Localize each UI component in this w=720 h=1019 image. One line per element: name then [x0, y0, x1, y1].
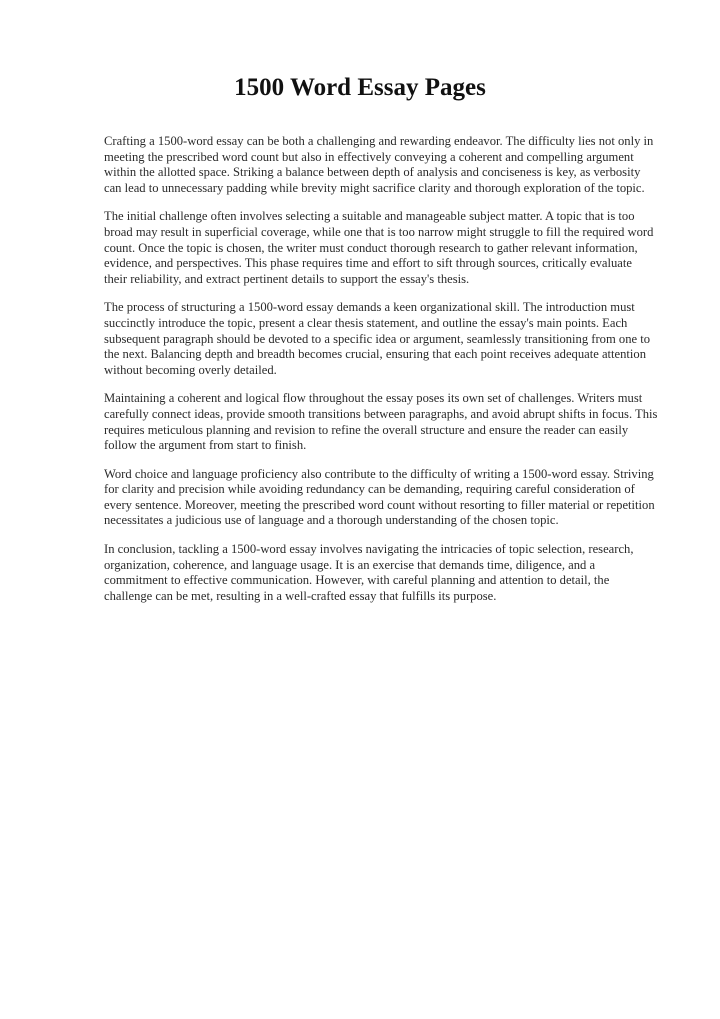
paragraph-5: Word choice and language proficiency also contribute to the difficulty of writing a 1500-word essay. Striving for clarity and precision while avoiding redundancy can be demanding, requiring careful consideration of every sentence. Moreover, meeting the prescribed word count without resorting to filler material or repetition necessitates a judicious use of language and a thorough understanding of the chosen topic. — [104, 466, 655, 528]
paragraph-3: The process of structuring a 1500-word essay demands a keen organizational skill. The introduction must succinctly introduce the topic, present a clear thesis statement, and outline the essay's main points. Each subsequent paragraph should be devoted to a specific idea or argument, seamlessly transitioning from one to the next. Balancing depth and breadth becomes crucial, ensuring that each point receives adequate attention without becoming overly detailed. — [104, 300, 651, 377]
document-title: 1500 Word Essay Pages — [234, 74, 486, 101]
document-body — [104, 134, 658, 617]
paragraph-2: The initial challenge often involves selecting a suitable and manageable subject matter. A topic that is too broad may result in superficial coverage, while one that is too narrow might struggle to fill the required word count. Once the topic is chosen, the writer must conduct thorough research to gather relevant information, evidence, and perspectives. This phase requires time and effort to sift through sources, critically evaluate their reliability, and extract pertinent details to support the essay's thesis. — [104, 209, 654, 286]
paragraph-6: In conclusion, tackling a 1500-word essay involves navigating the intricacies of topic selection, research, organization, coherence, and language usage. It is an exercise that demands time, diligence, and a commitment to effective communication. However, with careful planning and attention to detail, the challenge can be met, resulting in a well-crafted essay that fulfills its purpose. — [104, 542, 634, 603]
paragraph-4: Maintaining a coherent and logical flow throughout the essay poses its own set of challenges. Writers must carefully connect ideas, provide smooth transitions between paragraphs, and avoid abrupt shifts in focus. This requires meticulous planning and revision to refine the overall structure and ensure the reader can easily follow the argument from start to finish. — [104, 391, 658, 453]
paragraph-1: Crafting a 1500-word essay can be both a challenging and rewarding endeavor. The difficulty lies not only in meeting the prescribed word count but also in effectively conveying a coherent and compelling argument within the allotted space. Striking a balance between depth of analysis and conciseness is key, as verbosity can lead to unnecessary padding while brevity might sacrifice clarity and thorough exploration of the topic. — [104, 134, 654, 195]
